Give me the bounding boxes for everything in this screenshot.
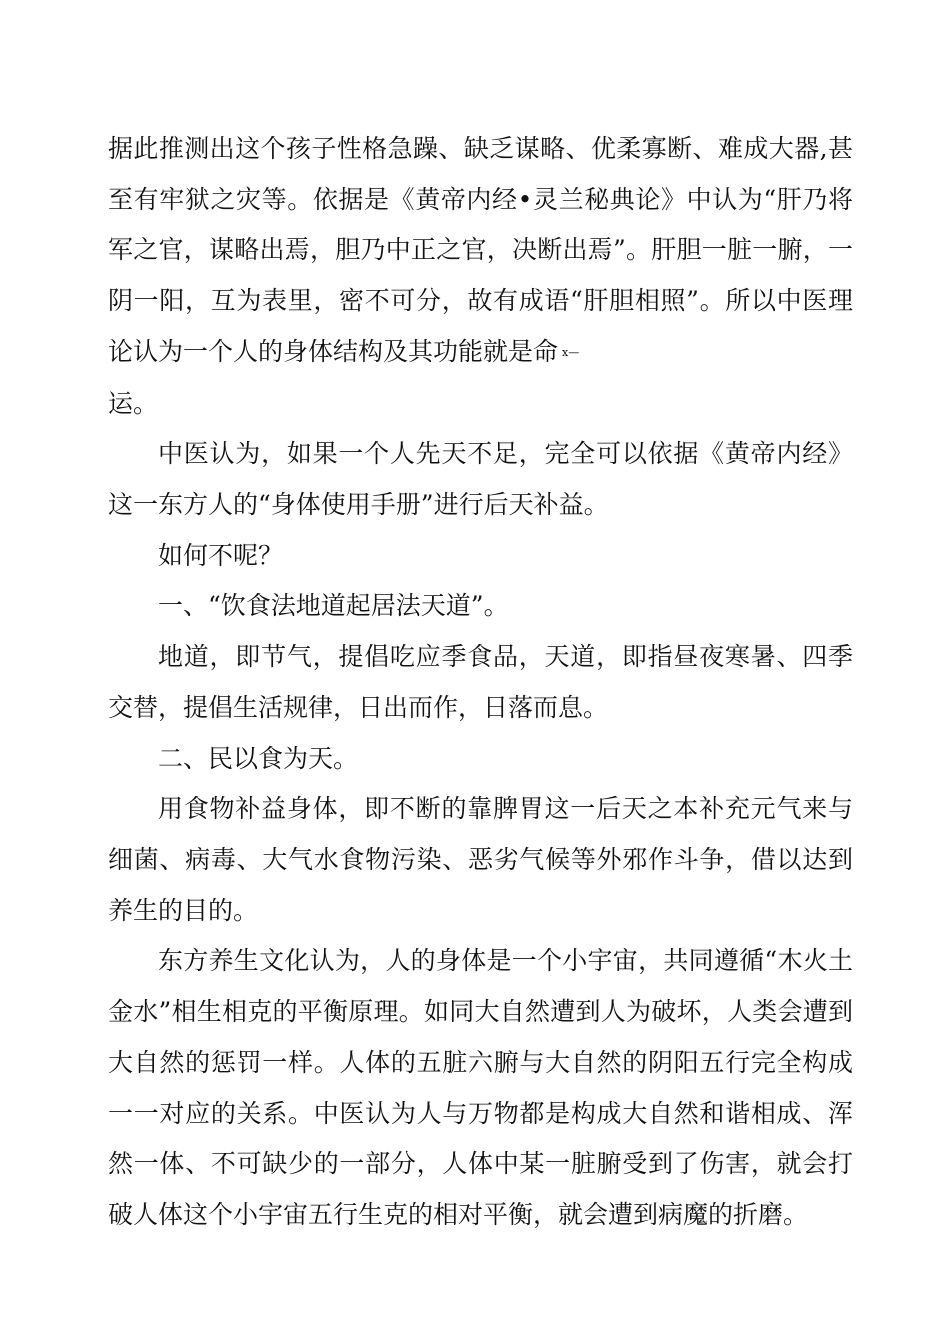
section-heading-2: 二、民以食为天。	[158, 743, 359, 773]
stray-mark: x—	[562, 345, 580, 359]
paragraph-1	[108, 124, 853, 379]
section-heading-1: 一、“饮食法地道起居法天道”。	[158, 591, 509, 621]
paragraph-8: 用食物补益身体，即不断的靠脾胃这一后天之本补充元气来与细菌、病毒、大气水食物污染、恶劣气候等外邪作斗争，借以达到养生的目的。	[108, 794, 853, 925]
paragraph-4: 如何不呢？	[158, 540, 284, 570]
paragraph-9: 东方养生文化认为，人的身体是一个小宇宙，共同遵循“木火土金水”相生相克的平衡原理。如同大自然遭到人为破坏，人类会遭到大自然的惩罚一样。人体的五脏六腑与大自然的阴阳五行完全构成一一对应的关系。中医认为人与万物都是构成大自然和谐相成、浑然一体、不可缺少的一部分，人体中某一脏腑受到了伤害，就会打破人体这个小宇宙五行生克的相对平衡，就会遭到病魔的折磨。	[108, 946, 853, 1229]
document-page	[108, 124, 853, 1241]
paragraph-6: 地道，即节气，提倡吃应季食品，天道，即指昼夜寒暑、四季交替，提倡生活规律，日出而作，日落而息。	[108, 642, 853, 722]
paragraph-1-text: 据此推测出这个孩子性格急躁、缺乏谋略、优柔寡断、难成大器,甚至有牢狱之灾等。依据是《黄帝内经•灵兰秘典论》中认为“肝乃将军之官，谋略出焉，胆乃中正之官，决断出焉”。肝胆一脏一腑，一阴一阳，互为表里，密不可分，故有成语“肝胆相照”。所以中医理论认为一个人的身体结构及其功能就是命	[108, 134, 853, 366]
paragraph-2: 运。	[108, 388, 159, 418]
paragraph-3: 中医认为，如果一个人先天不足，完全可以依据《黄帝内经》这一东方人的“身体使用手册”进行后天补益。	[108, 439, 853, 520]
